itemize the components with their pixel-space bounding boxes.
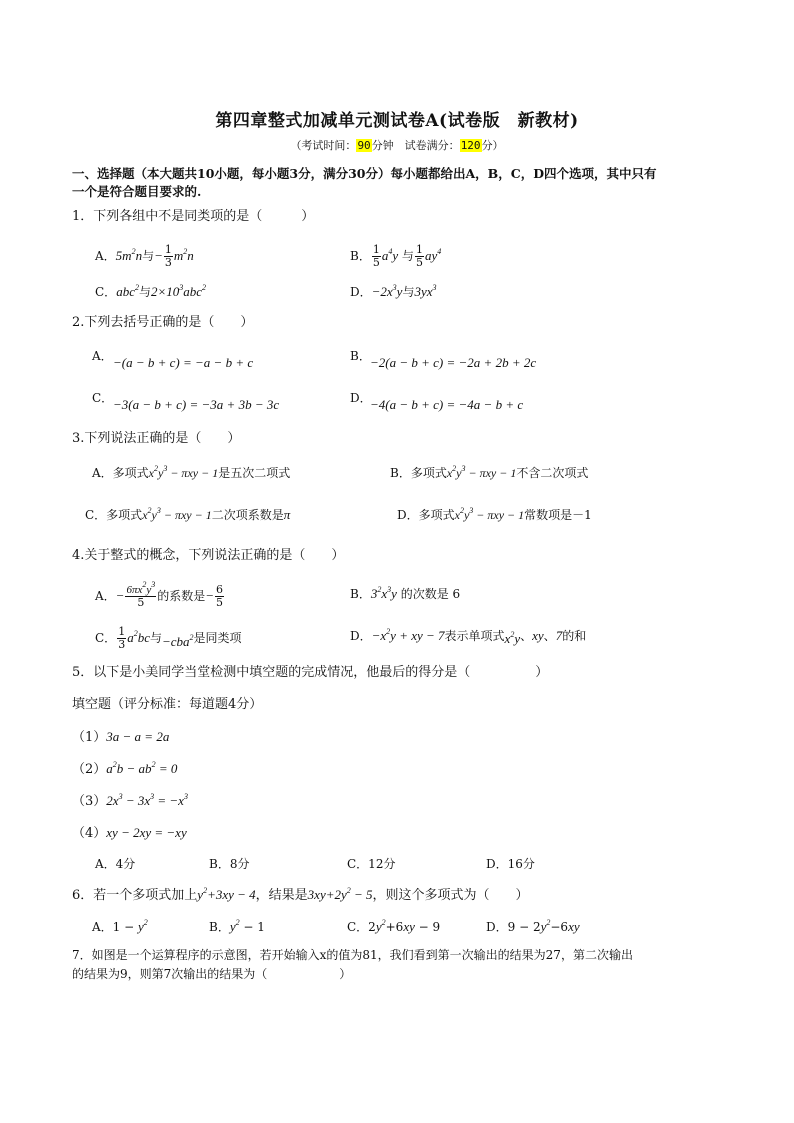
q5-option-a[interactable]: A．4分 (95, 857, 136, 871)
q5-item-3: $(3)2x^3 - 3x^3 = -x^3$ (72, 792, 188, 809)
section-heading-line2: 一个是符合题目要求的. (72, 184, 202, 199)
q4-option-c[interactable]: C． $\frac{1}{3}$ $a^2bc$与−cba$^2$是同类项 (95, 625, 242, 651)
q1-option-c[interactable]: C．abc$^2$与$2\times 10^3abc^2$ (95, 283, 207, 299)
q3-stem: 3.下列说法正确的是（ ） (72, 431, 241, 446)
q5-item-2: $(2)a^2b - ab^2 = 0$ (72, 760, 178, 777)
q5-item-1: （1）3a − a = 2a (72, 729, 170, 745)
q3-option-a[interactable]: A．多项式$x^2y^3 - \pi xy - 1$是五次二项式 (92, 464, 291, 480)
q7-stem-line2: 的结果为9，则第7次输出的结果为（ ） (72, 967, 352, 981)
q3-option-c[interactable]: C．多项式$x^2y^3 - \pi xy - 1$二次项系数是π (85, 506, 291, 522)
q3-option-d[interactable]: D．多项式$x^2y^3 - \pi xy - 1$常数项是－1 (397, 506, 592, 522)
q1-option-d[interactable]: D．$-2x^3y$与$3yx^3$ (350, 283, 437, 299)
q2-option-b-label: B． (350, 349, 371, 363)
q5-stem: 5．以下是小美同学当堂检测中填空题的完成情况，他最后的得分是（ ） (72, 665, 549, 680)
q6-option-b[interactable]: B．$y^2 - 1$ (209, 918, 265, 934)
q4-option-a[interactable]: A．− $\frac{6\pi x^2y^3}{5}$ 的系数是− $\frac{6}{5}$ (95, 580, 224, 609)
q2-option-d-label: D． (350, 391, 372, 405)
q1-option-a[interactable]: A．$5m^2n$与− $\frac{1}{3}$ $m^2n$ (95, 243, 194, 269)
exam-time: 90 (357, 139, 371, 152)
section-heading-line1: 一、选择题（本大题共10小题，每小题3分，满分30分）每小题都给出A，B，C，D四个选项，其中只有 (72, 166, 657, 181)
page-title: 第四章整式加减单元测试卷A(试卷版 新教材) (215, 111, 579, 131)
q5-option-c[interactable]: C．12分 (347, 857, 396, 871)
q2-option-d[interactable]: −4(a − b + c) = −4a − b + c (370, 397, 524, 412)
exam-info-suffix: 分） (481, 139, 504, 152)
q4-option-d[interactable]: D．$-x^2y$ + xy − 7表示单项式$x^2y$、xy、7的和 (350, 627, 587, 646)
q6-option-d[interactable]: D．$9 - 2y^2-6xy$ (486, 918, 580, 934)
q5-item-4: （4）xy − 2xy = −xy (72, 825, 187, 841)
q5-option-b[interactable]: B．8分 (209, 857, 250, 871)
exam-info (0, 137, 794, 153)
exam-score: 120 (460, 139, 481, 152)
q2-option-a[interactable]: −(a − b + c) = −a − b + c (113, 355, 254, 370)
q6-stem: 6．若一个多项式加上$y^2+3xy - 4$，结果是$3xy+2y^2 - 5$，则这个多项式为（ ） (72, 886, 529, 903)
q1-stem: 1．下列各组中不是同类项的是（ ） (72, 209, 315, 224)
q1-option-b[interactable]: B． $\frac{1}{5}$ $a^4y$ 与 $\frac{1}{5}$ $ay^4$ (350, 243, 442, 269)
q4-option-b[interactable]: B．$3^2x^3y$ 的次数是 6 (350, 585, 461, 601)
q2-option-c-label: C． (92, 391, 114, 405)
q2-option-a-label: A． (92, 349, 113, 363)
q5-option-d[interactable]: D．16分 (486, 857, 535, 871)
q3-option-b[interactable]: B．多项式$x^2y^3 - \pi xy - 1$不含二次项式 (390, 464, 589, 480)
q6-option-c[interactable]: C．$2y^2+6xy - 9$ (347, 918, 441, 934)
exam-info-mid: 分钟 试卷满分： (371, 139, 460, 152)
q2-option-c[interactable]: −3(a − b + c) = −3a + 3b − 3c (113, 397, 280, 412)
q2-stem: 2.下列去括号正确的是（ ） (72, 315, 254, 330)
q4-stem: 4.关于整式的概念，下列说法正确的是（ ） (72, 548, 345, 563)
exam-info-prefix: （考试时间： (290, 139, 357, 152)
q5-rule: 填空题（评分标准：每道题4分） (72, 697, 263, 712)
q6-option-a[interactable]: A．$1 - y^2$ (92, 918, 148, 934)
q7-stem-line1: 7．如图是一个运算程序的示意图，若开始输入x的值为81，我们看到第一次输出的结果为27，第二次输出 (72, 948, 633, 962)
q2-option-b[interactable]: −2(a − b + c) = −2a + 2b + 2c (370, 355, 537, 370)
